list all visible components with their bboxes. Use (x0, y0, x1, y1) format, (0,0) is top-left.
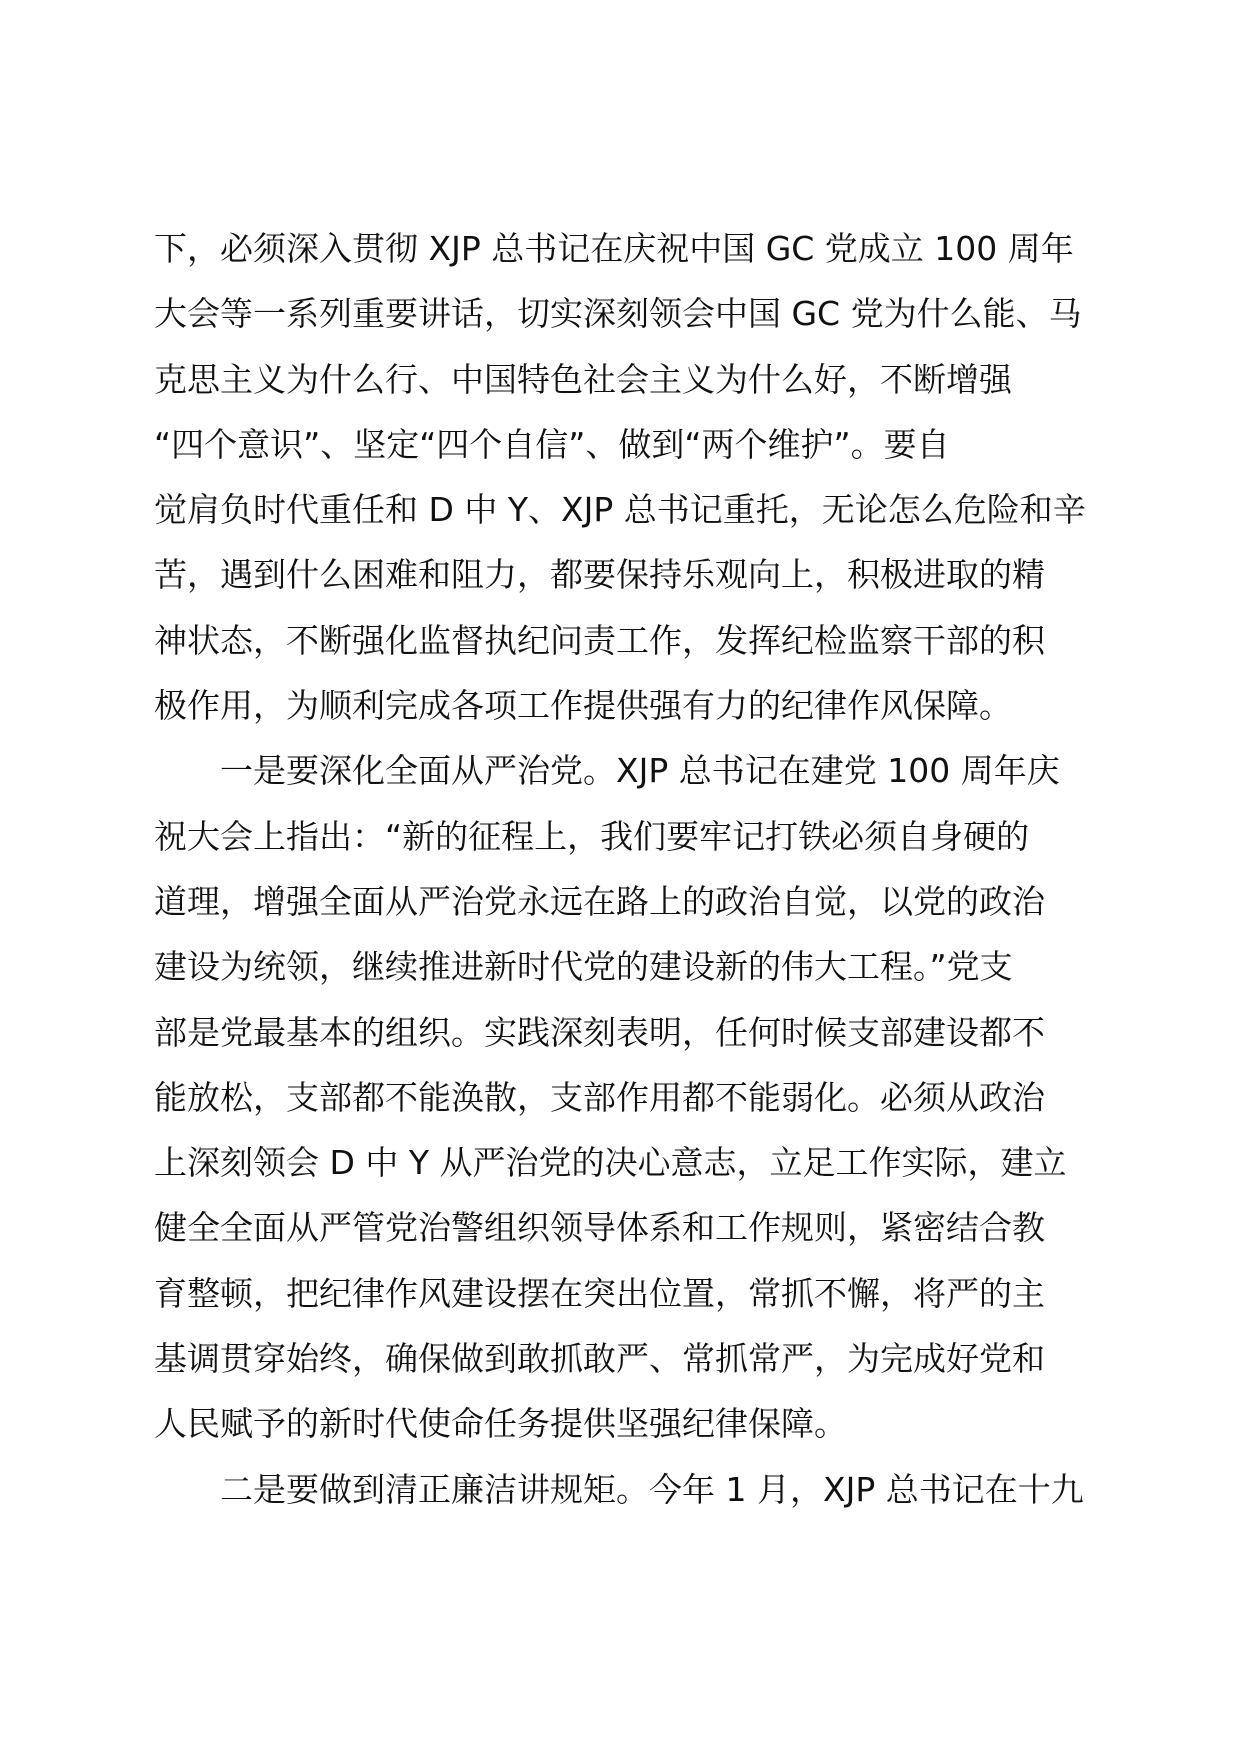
paragraph-start-line: 一是要深化全面从严治党。XJP 总书记在建党 100 周年庆 (220, 751, 1060, 791)
text-line: 健全全面从严管党治警组织领导体系和工作规则，紧密结合教 (154, 1208, 1045, 1248)
body-text (154, 216, 1094, 1522)
text-line: 神状态，不断强化监督执纪问责工作，发挥纪检监察干部的积 (154, 620, 1045, 660)
text-line: 建设为统领，继续推进新时代党的建设新的伟大工程。”党支 (154, 947, 1013, 987)
text-line: “四个意识”、坚定“四个自信”、做到“两个维护”。要自 (154, 424, 950, 464)
text-line: 基调贯穿始终，确保做到敢抓敢严、常抓常严，为完成好党和 (154, 1339, 1045, 1379)
paragraph-start-line: 二是要做到清正廉洁讲规矩。今年 1 月，XJP 总书记在十九 (220, 1469, 1084, 1509)
text-line: 能放松，支部都不能涣散，支部作用都不能弱化。必须从政治 (154, 1077, 1045, 1117)
text-line: 大会等一系列重要讲话，切实深刻领会中国 GC 党为什么能、马 (154, 294, 1082, 334)
text-line: 苦，遇到什么困难和阻力，都要保持乐观向上，积极进取的精 (154, 555, 1045, 595)
text-line: 下，必须深入贯彻 XJP 总书记在庆祝中国 GC 党成立 100 周年 (154, 229, 1074, 268)
text-line: 觉肩负时代重任和 D 中 Y、XJP 总书记重托，无论怎么危险和辛 (154, 490, 1086, 530)
text-line: 人民赋予的新时代使命任务提供坚强纪律保障。 (154, 1404, 847, 1444)
text-line: 祝大会上指出：“新的征程上，我们要牢记打铁必须自身硬的 (154, 816, 1030, 856)
text-line: 克思主义为什么行、中国特色社会主义为什么好，不断增强 (154, 359, 1012, 399)
text-line: 部是党最基本的组织。实践深刻表明，任何时候支部建设都不 (154, 1012, 1045, 1052)
text-line: 道理，增强全面从严治党永远在路上的政治自觉，以党的政治 (154, 881, 1045, 921)
text-line: 上深刻领会 D 中 Y 从严治党的决心意志，立足工作实际，建立 (154, 1143, 1067, 1183)
text-line: 育整顿，把纪律作风建设摆在突出位置，常抓不懈，将严的主 (154, 1273, 1045, 1313)
text-line: 极作用，为顺利完成各项工作提供强有力的纪律作风保障。 (154, 686, 1012, 726)
